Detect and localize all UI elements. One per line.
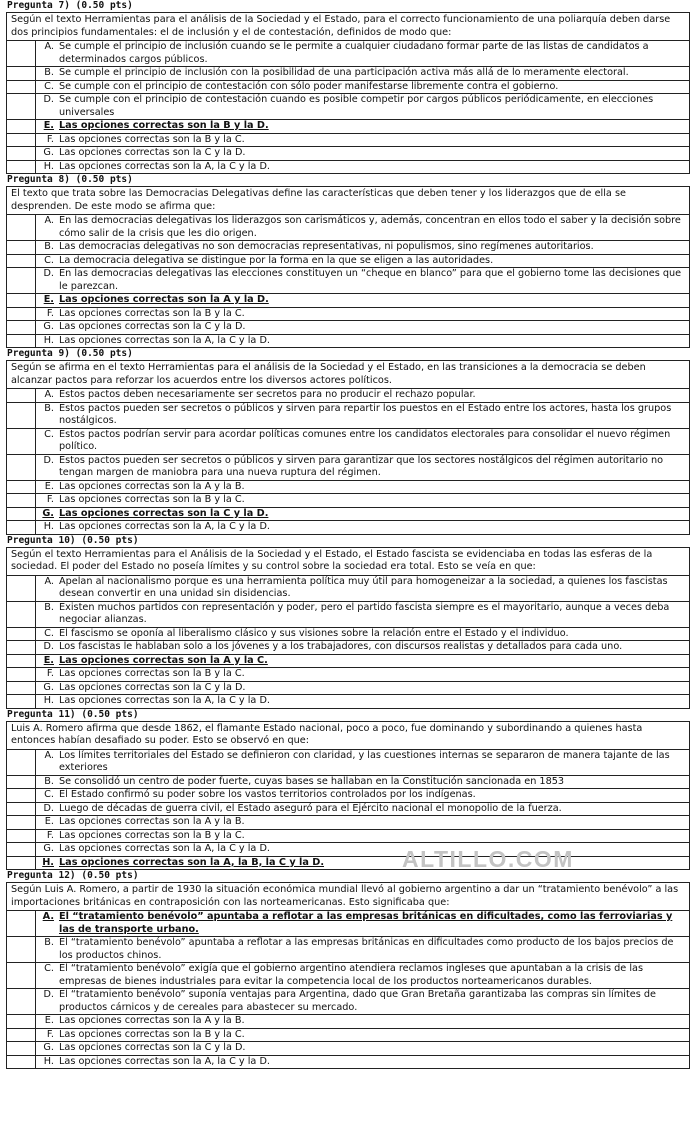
option-text: Las opciones correctas son la A y la B. bbox=[59, 1015, 245, 1026]
answer-option[interactable] bbox=[7, 388, 689, 402]
option-margin bbox=[7, 1042, 36, 1055]
answer-option[interactable] bbox=[7, 520, 689, 534]
answer-option[interactable] bbox=[7, 910, 689, 936]
option-text: Las opciones correctas son la B y la C. bbox=[59, 494, 245, 505]
option-letter: C. bbox=[44, 789, 54, 800]
answer-option[interactable] bbox=[7, 334, 689, 348]
question-header: Pregunta 10) (0.50 pts) bbox=[7, 534, 139, 546]
answer-option[interactable] bbox=[7, 40, 689, 66]
option-text: Las opciones correctas son la B y la C. bbox=[59, 133, 245, 145]
option-margin bbox=[7, 94, 36, 119]
answer-option[interactable] bbox=[7, 802, 689, 816]
question-header: Pregunta 8) (0.50 pts) bbox=[7, 174, 133, 185]
option-text: La democracia delegativa se distingue por la forma en la que se eligen a las autoridades. bbox=[59, 254, 494, 266]
option-margin bbox=[7, 321, 36, 334]
answer-option[interactable] bbox=[7, 788, 689, 802]
option-letter: A. bbox=[44, 215, 54, 226]
option-text: El “tratamiento benévolo” exigía que el gobierno argentino atendiera reclamos ingleses que apuntaban a la crisis de las empresas de bienes industriales para evitar la competencia local de los productos norteamericanos durables. bbox=[59, 963, 643, 987]
option-text: Los límites territoriales del Estado se definieron con claridad, y las cuestiones internas se separaron de manera tajante de las exteriores bbox=[59, 749, 670, 773]
option-letter: A. bbox=[44, 749, 54, 761]
option-margin bbox=[7, 294, 36, 307]
option-text: Las opciones correctas son la C y la D. bbox=[59, 507, 269, 519]
option-letter: A. bbox=[44, 41, 54, 52]
option-margin bbox=[7, 494, 36, 507]
option-letter: F. bbox=[46, 494, 54, 505]
option-margin bbox=[7, 602, 36, 627]
option-text: Las opciones correctas son la B y la C. bbox=[59, 1028, 245, 1040]
answer-option[interactable] bbox=[7, 988, 689, 1014]
answer-option[interactable] bbox=[7, 829, 689, 843]
answer-option[interactable] bbox=[7, 160, 689, 174]
option-letter: D. bbox=[43, 641, 54, 652]
option-text: Las opciones correctas son la B y la D. bbox=[59, 120, 269, 131]
option-text: Estos pactos pueden ser secretos o públicos y sirven para garantizar que los sectores nostálgicos del régimen autoritario no tengan margen de maniobra para una nueva ruptura del régimen. bbox=[59, 454, 664, 478]
exam-document bbox=[6, 0, 690, 1069]
option-margin bbox=[7, 308, 36, 321]
option-text: El fascismo se oponía al liberalismo clásico y sus visiones sobre la relación entre el Estado y el individuo. bbox=[59, 627, 569, 639]
option-text: El “tratamiento benévolo” apuntaba a reflotar a las empresas británicas en dificultades como producto de los bajos precios de los productos chinos. bbox=[59, 937, 674, 961]
option-letter: F. bbox=[46, 307, 54, 319]
option-letter: D. bbox=[43, 989, 54, 1000]
answer-option[interactable] bbox=[7, 640, 689, 654]
option-text: Las opciones correctas son la A, la C y la D. bbox=[59, 1055, 270, 1067]
question-text: El texto que trata sobre las Democracias Delegativas define las características que deben tener y los liderazgos que de ella se desprenden. De este modo se afirma que: bbox=[11, 188, 626, 212]
answer-option[interactable] bbox=[7, 320, 689, 334]
option-margin bbox=[7, 255, 36, 268]
option-text: Las opciones correctas son la A, la C y la D. bbox=[59, 521, 270, 532]
option-margin bbox=[7, 215, 36, 240]
option-text: Las opciones correctas son la C y la D. bbox=[59, 1042, 246, 1053]
option-margin bbox=[7, 455, 36, 480]
option-margin bbox=[7, 682, 36, 695]
option-letter: D. bbox=[43, 454, 54, 466]
option-letter: H. bbox=[43, 695, 54, 706]
option-text: Las democracias delegativas no son democracias representativas, ni populismos, sino regímenes autoritarios. bbox=[59, 241, 594, 252]
option-text: Las opciones correctas son la A, la C y la D. bbox=[59, 695, 270, 706]
option-margin bbox=[7, 695, 36, 708]
option-letter: B. bbox=[44, 241, 54, 252]
option-letter: D. bbox=[43, 94, 54, 105]
option-text: Las opciones correctas son la C y la D. bbox=[59, 681, 246, 693]
answer-option[interactable] bbox=[7, 627, 689, 641]
option-margin bbox=[7, 481, 36, 494]
option-margin bbox=[7, 576, 36, 601]
answer-option[interactable] bbox=[7, 80, 689, 94]
answer-option[interactable] bbox=[7, 240, 689, 254]
option-letter: H. bbox=[43, 521, 54, 532]
answer-option[interactable] bbox=[7, 1041, 689, 1055]
answer-option[interactable] bbox=[7, 694, 689, 708]
option-margin bbox=[7, 750, 36, 775]
answer-option[interactable] bbox=[7, 962, 689, 988]
answer-option[interactable] bbox=[7, 575, 689, 601]
option-letter: H. bbox=[43, 334, 54, 346]
option-letter: A. bbox=[42, 911, 54, 922]
option-letter: B. bbox=[44, 67, 54, 78]
option-text: Las opciones correctas son la A, la C y la D. bbox=[59, 843, 270, 854]
option-text: Las opciones correctas son la C y la D. bbox=[59, 147, 246, 158]
option-text: Apelan al nacionalismo porque es una herramienta política muy útil para homogeneizar a la sociedad, a quienes los fascistas desean convertir en una unidad sin disidencias. bbox=[59, 575, 668, 599]
option-margin bbox=[7, 241, 36, 254]
option-text: Las opciones correctas son la A y la D. bbox=[59, 294, 269, 305]
question-header: Pregunta 12) (0.50 pts) bbox=[7, 870, 139, 881]
option-text: En las democracias delegativas los liderazgos son carismáticos y, además, concentran en ellos todo el saber y la decisión sobre cómo salir de la crisis que les dio origen. bbox=[59, 215, 681, 239]
option-margin bbox=[7, 789, 36, 802]
option-letter: B. bbox=[44, 937, 54, 948]
answer-option[interactable] bbox=[7, 601, 689, 627]
option-margin bbox=[7, 268, 36, 293]
option-text: Las opciones correctas son la B y la C. bbox=[59, 829, 245, 841]
option-margin bbox=[7, 403, 36, 428]
option-margin bbox=[7, 937, 36, 962]
option-text: El “tratamiento benévolo” suponía ventajas para Argentina, dado que Gran Bretaña garantizaba las compras sin límites de productos cárnicos y de cereales para abastecer su mercado. bbox=[59, 989, 656, 1013]
option-letter: E. bbox=[43, 294, 54, 305]
answer-option[interactable] bbox=[7, 856, 689, 870]
option-text: Las opciones correctas son la B y la C. bbox=[59, 668, 245, 679]
option-letter: E. bbox=[44, 1015, 54, 1026]
option-margin bbox=[7, 857, 36, 870]
option-margin bbox=[7, 816, 36, 829]
answer-option[interactable] bbox=[7, 119, 689, 133]
option-letter: G. bbox=[43, 681, 54, 693]
option-margin bbox=[7, 389, 36, 402]
option-letter: F. bbox=[46, 1028, 54, 1040]
question-box bbox=[6, 12, 690, 174]
option-text: Las opciones correctas son la A y la B. bbox=[59, 816, 245, 827]
answer-option[interactable] bbox=[7, 1055, 689, 1069]
option-margin bbox=[7, 1029, 36, 1042]
option-letter: H. bbox=[42, 856, 54, 868]
answer-option[interactable] bbox=[7, 293, 689, 307]
option-letter: G. bbox=[43, 843, 54, 854]
option-margin bbox=[7, 134, 36, 147]
option-text: Los fascistas le hablaban solo a los jóvenes y a los trabajadores, con discursos realistas y detallados para cada uno. bbox=[59, 641, 623, 652]
option-margin bbox=[7, 803, 36, 816]
question-header: Pregunta 7) (0.50 pts) bbox=[7, 0, 133, 11]
answer-option[interactable] bbox=[7, 493, 689, 507]
option-margin bbox=[7, 120, 36, 133]
option-text: Las opciones correctas son la A, la C y la D. bbox=[59, 334, 270, 346]
option-text: Estos pactos deben necesariamente ser secretos para no producir el rechazo popular. bbox=[59, 389, 476, 400]
option-text: Estos pactos pueden ser secretos o públicos y sirven para repartir los puestos en el Estado entre los actores, hasta los grupos nostálgicos. bbox=[59, 402, 672, 426]
option-text: Las opciones correctas son la A, la C y la D. bbox=[59, 160, 270, 172]
option-text: Las opciones correctas son la A, la B, la C y la D. bbox=[59, 856, 325, 868]
option-letter: B. bbox=[44, 402, 54, 414]
option-margin bbox=[7, 508, 36, 521]
option-margin bbox=[7, 655, 36, 668]
option-letter: E. bbox=[44, 816, 54, 827]
answer-option[interactable] bbox=[7, 1014, 689, 1028]
question-text: Según el texto Herramientas para el Análisis de la Sociedad y el Estado, el Estado fascista se evidenciaba en todas las esferas de la sociedad. El poder del Estado no poseía límites y su control sobre la sociedad era total. Esto se veía en que: bbox=[11, 548, 653, 572]
option-margin bbox=[7, 67, 36, 80]
question-box bbox=[6, 186, 690, 348]
answer-option[interactable] bbox=[7, 480, 689, 494]
option-margin bbox=[7, 41, 36, 66]
option-letter: F. bbox=[46, 829, 54, 841]
option-margin bbox=[7, 161, 36, 174]
option-margin bbox=[7, 429, 36, 454]
option-letter: A. bbox=[44, 389, 54, 400]
option-text: Se consolidó un centro de poder fuerte, cuyas bases se hallaban en la Constitución sancionada en 1853 bbox=[59, 775, 565, 787]
option-letter: F. bbox=[46, 133, 54, 145]
answer-option[interactable] bbox=[7, 815, 689, 829]
option-letter: C. bbox=[44, 428, 54, 440]
option-letter: B. bbox=[44, 601, 54, 613]
option-letter: C. bbox=[44, 80, 54, 92]
option-letter: C. bbox=[44, 254, 54, 266]
option-text: Se cumple el principio de inclusión con la posibilidad de una participación activa más allá de lo meramente electoral. bbox=[59, 67, 629, 78]
question-header: Pregunta 11) (0.50 pts) bbox=[7, 708, 139, 720]
option-letter: G. bbox=[43, 147, 54, 158]
option-letter: A. bbox=[44, 575, 54, 587]
option-text: El Estado confirmó su poder sobre los vastos territorios controlados por los indígenas. bbox=[59, 789, 476, 800]
question-text: Según Luis A. Romero, a partir de 1930 la situación económica mundial llevó al gobierno argentino a dar un “tratamiento benévolo” a las importaciones británicas en contraposición con las norteamericanas. Esto significaba que: bbox=[11, 884, 679, 908]
option-letter: B. bbox=[44, 775, 54, 787]
answer-option[interactable] bbox=[7, 1028, 689, 1042]
option-margin bbox=[7, 911, 36, 936]
answer-option[interactable] bbox=[7, 214, 689, 240]
option-margin bbox=[7, 641, 36, 654]
option-letter: D. bbox=[43, 268, 54, 279]
option-letter: G. bbox=[43, 1042, 54, 1053]
answer-option[interactable] bbox=[7, 307, 689, 321]
option-letter: E. bbox=[43, 120, 54, 131]
option-margin bbox=[7, 1056, 36, 1069]
question-text: Según el texto Herramientas para el análisis de la Sociedad y el Estado, para el correcto funcionamiento de una poliarquía deben darse dos principios fundamentales: el de inclusión y el de contestación, definidos de modo que: bbox=[11, 14, 671, 38]
answer-option[interactable] bbox=[7, 254, 689, 268]
option-letter: F. bbox=[46, 668, 54, 679]
option-text: Las opciones correctas son la B y la C. bbox=[59, 307, 245, 319]
answer-option[interactable] bbox=[7, 146, 689, 160]
answer-option[interactable] bbox=[7, 667, 689, 681]
option-margin bbox=[7, 668, 36, 681]
option-margin bbox=[7, 335, 36, 348]
option-margin bbox=[7, 521, 36, 534]
option-margin bbox=[7, 147, 36, 160]
question-text: Según se afirma en el texto Herramientas para el análisis de la Sociedad y el Estado, en las transiciones a la democracia se deben alcanzar pactos para reforzar los acuerdos entre los diversos actores políticos. bbox=[11, 362, 646, 386]
option-letter: C. bbox=[44, 963, 54, 974]
question-header: Pregunta 9) (0.50 pts) bbox=[7, 348, 133, 359]
option-letter: H. bbox=[43, 160, 54, 172]
option-text: Las opciones correctas son la A y la C. bbox=[59, 654, 268, 666]
answer-option[interactable] bbox=[7, 654, 689, 668]
option-letter: E. bbox=[44, 480, 54, 492]
option-text: Existen muchos partidos con representación y poder, pero el partido fascista siempre es el mayoritario, aunque a veces deba negociar alianzas. bbox=[59, 601, 670, 625]
option-margin bbox=[7, 1015, 36, 1028]
answer-option[interactable] bbox=[7, 775, 689, 789]
option-letter: D. bbox=[43, 802, 54, 814]
option-text: Estos pactos podrían servir para acordar políticas comunes entre los candidatos electorales para consolidar el nuevo régimen político. bbox=[59, 428, 671, 452]
question-box bbox=[6, 547, 690, 709]
answer-option[interactable] bbox=[7, 402, 689, 428]
answer-option[interactable] bbox=[7, 842, 689, 856]
option-letter: G. bbox=[43, 321, 54, 332]
answer-option[interactable] bbox=[7, 428, 689, 454]
option-text: Se cumple el principio de inclusión cuando se le permite a cualquier ciudadano formar parte de las listas de candidatos a determinados cargos públicos. bbox=[59, 41, 649, 65]
question-box bbox=[6, 882, 690, 1069]
answer-option[interactable] bbox=[7, 681, 689, 695]
question-text: Luis A. Romero afirma que desde 1862, el flamante Estado nacional, poco a poco, fue dominando y subordinando a quienes hasta entonces habían desafiado su poder. Esto se observó en que: bbox=[11, 722, 643, 746]
answer-option[interactable] bbox=[7, 749, 689, 775]
option-margin bbox=[7, 81, 36, 94]
option-letter: E. bbox=[43, 654, 54, 666]
option-text: Se cumple con el principio de contestación cuando es posible competir por cargos públicos periódicamente, en elecciones universales bbox=[59, 94, 654, 118]
option-text: En las democracias delegativas las elecciones constituyen un “cheque en blanco” para que el gobierno tome las decisiones que le parezcan. bbox=[59, 268, 682, 292]
answer-option[interactable] bbox=[7, 936, 689, 962]
option-text: Luego de décadas de guerra civil, el Estado aseguró para el Ejército nacional el monopolio de la fuerza. bbox=[59, 802, 562, 814]
watermark: ALTILLO.COM bbox=[402, 846, 574, 872]
option-margin bbox=[7, 776, 36, 789]
option-margin bbox=[7, 989, 36, 1014]
question-box bbox=[6, 721, 690, 871]
answer-option[interactable] bbox=[7, 66, 689, 80]
option-letter: H. bbox=[43, 1055, 54, 1067]
option-margin bbox=[7, 628, 36, 641]
option-margin bbox=[7, 843, 36, 856]
option-text: El “tratamiento benévolo” apuntaba a reflotar a las empresas británicas en dificultades, como las ferroviarias y las de transporte urbano. bbox=[59, 911, 673, 935]
answer-option[interactable] bbox=[7, 93, 689, 119]
answer-option[interactable] bbox=[7, 454, 689, 480]
answer-option[interactable] bbox=[7, 507, 689, 521]
option-margin bbox=[7, 830, 36, 843]
option-text: Se cumple con el principio de contestación con sólo poder manifestarse libremente contra el gobierno. bbox=[59, 80, 559, 92]
answer-option[interactable] bbox=[7, 133, 689, 147]
question-box bbox=[6, 360, 690, 535]
option-text: Las opciones correctas son la C y la D. bbox=[59, 321, 246, 332]
option-text: Las opciones correctas son la A y la B. bbox=[59, 480, 245, 492]
option-letter: C. bbox=[44, 627, 54, 639]
option-margin bbox=[7, 963, 36, 988]
answer-option[interactable] bbox=[7, 267, 689, 293]
option-letter: G. bbox=[42, 507, 54, 519]
